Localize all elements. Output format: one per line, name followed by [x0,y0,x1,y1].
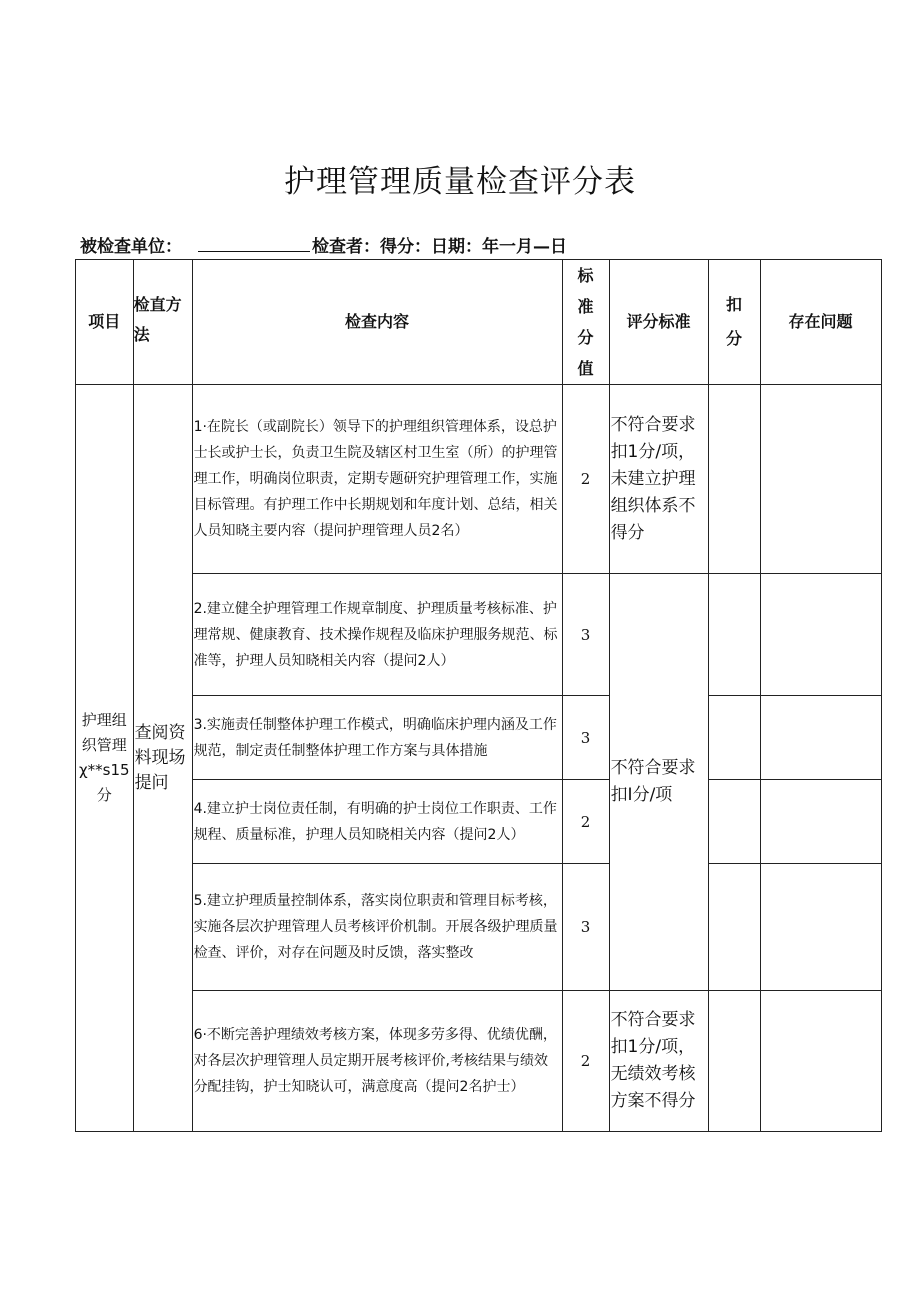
header-row [76,260,882,385]
deduct-cell[interactable] [708,385,760,574]
issue-cell[interactable] [760,696,881,780]
issue-cell[interactable] [760,574,881,696]
content-cell: 6·不断完善护理绩效考核方案，体现多劳多得、优绩优酬，对各层次护理管理人员定期开展考核评价,考核结果与绩效分配挂钩，护士知晓认可，满意度高（提问2名护士） [192,991,562,1132]
item-cell: 护理组织管理χ**s15分 [76,385,134,1132]
header-deduct: 扣分 [708,260,760,385]
header-item: 项目 [76,260,134,385]
score-cell: 2 [562,385,609,574]
deduct-cell[interactable] [708,864,760,991]
header-standard: 评分标准 [609,260,708,385]
method-cell: 查阅资料现场提问 [133,385,192,1132]
standard-cell: 不符合要求扣1分/项，无绩效考核方案不得分 [609,991,708,1132]
table-row [76,574,882,696]
deduct-cell[interactable] [708,574,760,696]
score-cell: 3 [562,864,609,991]
deduct-cell[interactable] [708,696,760,780]
deduct-cell[interactable] [708,780,760,864]
header-issue: 存在问题 [760,260,881,385]
header-method: 检直方法 [133,260,192,385]
content-cell: 4.建立护士岗位责任制，有明确的护士岗位工作职责、工作规程、质量标准，护理人员知晓相关内容（提问2人） [192,780,562,864]
table-row [76,385,882,574]
content-cell: 2.建立健全护理管理工作规章制度、护理质量考核标准、护理常规、健康教育、技术操作规程及临床护理服务规范、标准等，护理人员知晓相关内容（提问2人） [192,574,562,696]
score-cell: 3 [562,696,609,780]
issue-cell[interactable] [760,385,881,574]
content-cell: 5.建立护理质量控制体系，落实岗位职责和管理目标考核，实施各层次护理管理人员考核评价机制。开展各级护理质量检查、评价，对存在问题及时反馈，落实整改 [192,864,562,991]
standard-cell: 不符合要求扣1分/项，未建立护理组织体系不得分 [609,385,708,574]
unit-label: 被检查单位： [80,237,182,257]
document-title: 护理管理质量检查评分表 [284,164,636,200]
content-cell: 1·在院长（或副院长）领导下的护理组织管理体系，设总护士长或护士长，负责卫生院及辖区村卫生室（所）的护理管理工作，明确岗位职责，定期专题研究护理管理工作，实施目标管理。有护理工作中长期规划和年度计划、总结，相关人员知晓主要内容（提问护理管理人员2名） [192,385,562,574]
table-row [76,864,882,991]
score-table [75,259,882,1132]
inspection-info-line [80,232,567,257]
standard-cell: 不符合要求扣I分/项 [609,574,708,991]
header-content: 检查内容 [192,260,562,385]
issue-cell[interactable] [760,991,881,1132]
inspector-score-date-label: 检查者：得分：日期：年一月—日 [312,237,567,257]
issue-cell[interactable] [760,780,881,864]
score-cell: 2 [562,991,609,1132]
issue-cell[interactable] [760,864,881,991]
content-cell: 3.实施责任制整体护理工作模式，明确临床护理内涵及工作规范，制定责任制整体护理工作方案与具体措施 [192,696,562,780]
table-row [76,696,882,780]
score-cell: 2 [562,780,609,864]
table-row [76,780,882,864]
header-score: 标准分值 [562,260,609,385]
table-row [76,991,882,1132]
deduct-cell[interactable] [708,991,760,1132]
score-cell: 3 [562,574,609,696]
unit-blank-line [198,237,310,252]
